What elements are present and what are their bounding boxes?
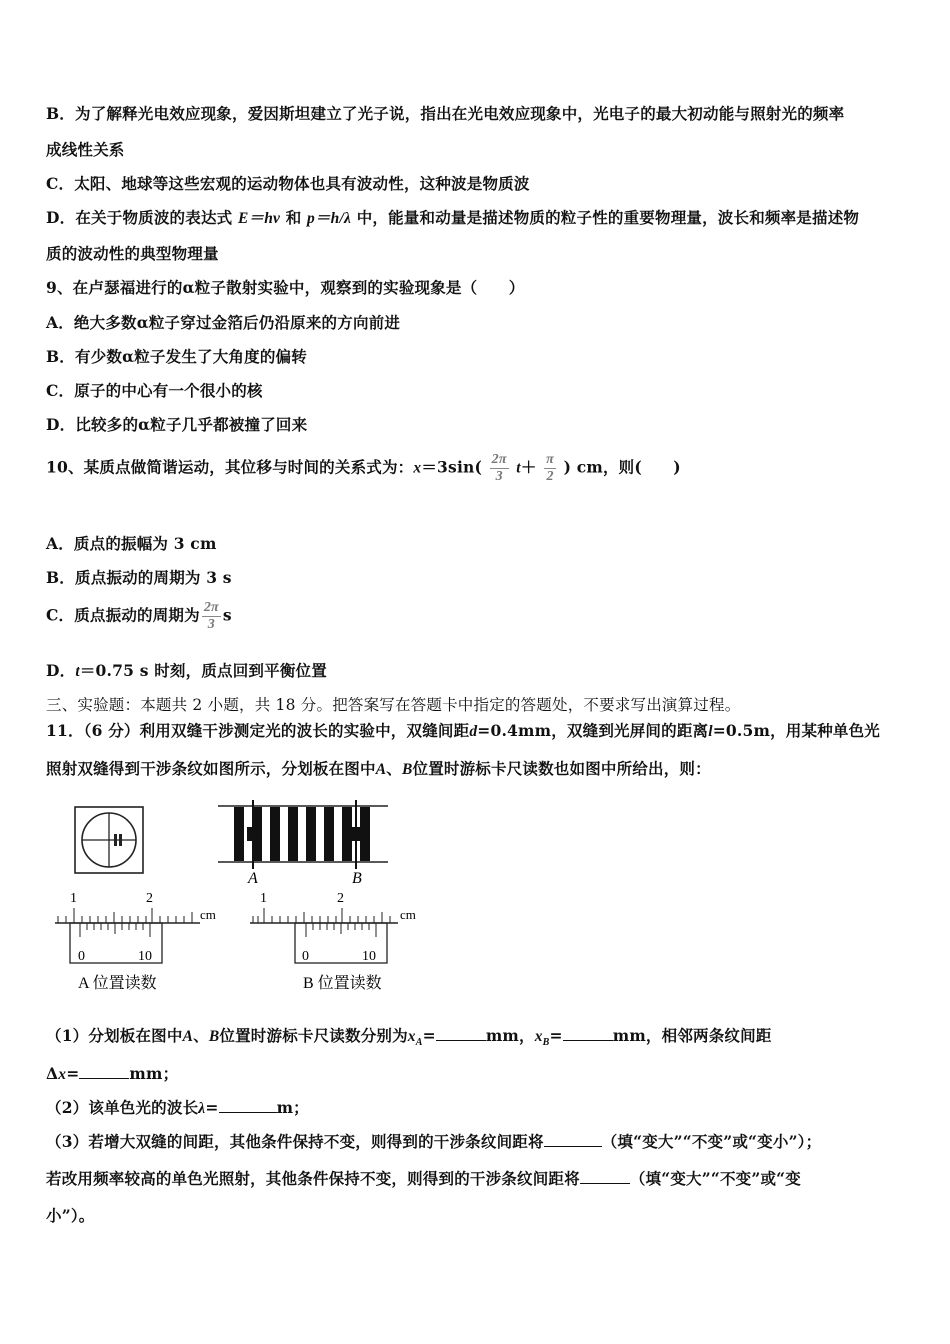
answer-blank-xb[interactable]	[563, 1026, 613, 1041]
q11-part3-pre: （3）若增大双缝的间距，其他条件保持不变，则得到的干涉条纹间距将	[46, 1132, 544, 1151]
q10-option-d	[46, 659, 327, 681]
fringe-label-b: B	[352, 870, 362, 887]
q11-xa-variable: x	[407, 1028, 416, 1045]
q11-part2-pre: （2）该单色光的波长	[46, 1098, 199, 1117]
q11-part3-post: （填“变大”“不变”或“变小”）；	[601, 1132, 822, 1151]
caliper-b-tick-1: 1	[260, 891, 267, 906]
q11-a-variable: A	[375, 761, 387, 778]
q11-delta: Δ	[46, 1064, 59, 1083]
q11-xa-subscript: A	[415, 1037, 423, 1049]
q11-part3-line2	[46, 1167, 801, 1189]
caliper-b-tick-2: 2	[337, 891, 344, 906]
q10-fraction-2pi-3	[490, 452, 509, 485]
q11-l-variable: l	[708, 723, 713, 740]
caliper-a-unit: cm	[200, 907, 216, 922]
q10-option-c-fraction	[202, 600, 221, 633]
q8-option-d-line2: 质的波动性的典型物理量	[46, 244, 219, 263]
q11-equals-1: =	[422, 1026, 436, 1045]
q11-part1-dx	[46, 1062, 178, 1084]
q8-option-d-line1	[46, 206, 859, 228]
answer-blank-lambda[interactable]	[219, 1098, 277, 1113]
q11-part2-post: m；	[276, 1098, 309, 1117]
q10-stem-post: ) cm，则( )	[563, 457, 681, 477]
q9-option-d: D．比较多的α粒子几乎都被撞了回来	[46, 415, 308, 434]
q10-option-c	[46, 600, 232, 633]
q11-equals-2: =	[549, 1026, 563, 1045]
q9-option-b: B．有少数α粒子发生了大角度的偏转	[46, 347, 307, 366]
q11-part1-b: B	[208, 1028, 220, 1045]
q11-part2	[46, 1096, 309, 1118]
q11-part1	[46, 1024, 772, 1048]
section3-heading: 三、实验题：本题共 2 小题，共 18 分。把答案写在答题卡中指定的答题处，不要求写出演算过程。	[46, 696, 741, 714]
q11-dx-post: mm；	[129, 1064, 179, 1083]
q10-optc-denominator: 3	[207, 617, 215, 632]
caliper-a-main-ticks	[58, 908, 192, 923]
q10-frac1-numerator: 2π	[491, 452, 507, 467]
q9-stem: 9、在卢瑟福进行的α粒子散射实验中，观察到的实验现象是（ ）	[46, 278, 525, 297]
q9-option-c: C．原子的中心有一个很小的核	[46, 381, 263, 400]
q11-mm-2: mm，相邻两条纹间距	[612, 1026, 772, 1045]
answer-blank-dx[interactable]	[79, 1064, 129, 1079]
q11-part3b-pre: 若改用频率较高的单色光照射，其他条件保持不变，则得到的干涉条纹间距将	[46, 1169, 580, 1188]
caption-b: B 位置读数	[303, 975, 382, 992]
q11-d-variable: d	[469, 723, 478, 740]
caliper-b-vernier-ticks	[306, 923, 376, 937]
q8-equation-energy: E＝hν	[237, 210, 281, 227]
caliper-b-vernier-0: 0	[302, 949, 309, 964]
q11-dx-variable: x	[58, 1066, 67, 1083]
q11-line1-d: =0.4mm，双缝到光屏间的距离	[477, 721, 709, 740]
q10-option-c-text: C．质点振动的周期为	[46, 605, 200, 625]
q10-option-d-t: t	[75, 663, 80, 680]
q10-frac2-denominator: 2	[546, 469, 554, 484]
q10-option-d-pre: D．	[46, 661, 76, 680]
q10-fraction-pi-2	[544, 452, 556, 485]
q11-equals-4: =	[205, 1098, 219, 1117]
q11-line2-post: 位置时游标卡尺读数也如图中所给出，则：	[412, 759, 711, 778]
vernier-caliper-b	[250, 891, 416, 964]
q10-frac1-denominator: 3	[495, 469, 503, 484]
q11-part1-a: A	[182, 1028, 194, 1045]
q8-option-d-pre: D．在关于物质波的表达式	[46, 208, 233, 227]
q11-line1-pre: 11．（6 分）利用双缝干涉测定光的波长的实验中，双缝间距	[46, 721, 470, 740]
fringe-label-a: A	[248, 870, 258, 887]
q11-part3-line3: 小”）。	[46, 1206, 95, 1225]
answer-blank-xa[interactable]	[436, 1026, 486, 1041]
q11-line2-pre: 照射双缝得到干涉条纹如图所示，分划板在图中	[46, 759, 376, 778]
q8-option-b-line2: 成线性关系	[46, 140, 125, 159]
caliper-a-vernier-ticks	[80, 923, 150, 937]
q10-option-d-post: ＝0.75 s 时刻，质点回到平衡位置	[79, 661, 327, 680]
caliper-b-vernier-10: 10	[362, 949, 376, 964]
q11-stem-line1	[46, 719, 880, 741]
q10-stem-pre: 10、某质点做简谐运动，其位移与时间的关系式为：	[46, 457, 414, 477]
q11-part1-mid: 位置时游标卡尺读数分别为	[219, 1026, 408, 1045]
caliper-a-tick-2: 2	[146, 891, 153, 906]
answer-blank-spacing-2[interactable]	[580, 1169, 630, 1184]
q11-part1-pre: （1）分划板在图中	[46, 1026, 183, 1045]
q11-stem-line2	[46, 757, 711, 779]
q11-b-variable: B	[401, 761, 413, 778]
q9-option-a: A．绝大多数α粒子穿过金箔后仍沿原来的方向前进	[46, 313, 401, 332]
q8-and: 和	[285, 208, 302, 227]
q10-optc-numerator: 2π	[203, 600, 219, 615]
caliper-a-vernier-10: 10	[138, 949, 152, 964]
interference-fringes	[218, 800, 388, 869]
caliper-b-unit: cm	[400, 907, 416, 922]
answer-blank-spacing-1[interactable]	[544, 1132, 602, 1147]
q8-option-d-post: 中，能量和动量是描述物质的粒子性的重要物理量，波长和频率是描述物	[356, 208, 860, 227]
q11-lambda: λ	[198, 1100, 206, 1117]
q10-equation-mid: ＝3sin(	[421, 457, 483, 477]
caption-a: A 位置读数	[78, 975, 157, 992]
vernier-caliper-a	[55, 891, 216, 964]
q11-line1-l: =0.5m，用某种单色光	[712, 721, 881, 740]
q11-equals-3: =	[66, 1064, 80, 1083]
q11-xb-variable: x	[534, 1028, 543, 1045]
q11-mm-1: mm，	[485, 1026, 535, 1045]
q10-plus: ＋	[520, 457, 537, 477]
q11-xb-subscript: B	[542, 1037, 550, 1049]
q10-frac2-numerator: π	[546, 452, 554, 467]
q8-option-c: C．太阳、地球等这些宏观的运动物体也具有波动性，这种波是物质波	[46, 174, 530, 193]
q10-option-a: A．质点的振幅为 3 cm	[46, 534, 217, 553]
q10-option-b: B．质点振动的周期为 3 s	[46, 568, 232, 587]
q10-stem	[46, 452, 681, 485]
q11-part3b-post: （填“变大”“不变”或“变	[629, 1169, 801, 1188]
q11-part3-line1	[46, 1130, 821, 1152]
q8-option-b-line1: B．为了解释光电效应现象，爱因斯坦建立了光子说，指出在光电效应现象中，光电子的最大初动能与照射光的频率	[46, 104, 845, 123]
q11-figure	[40, 795, 440, 1000]
q10-option-c-unit: s	[222, 605, 232, 625]
caliper-a-vernier-0: 0	[78, 949, 85, 964]
q8-equation-momentum: p＝h/λ	[307, 210, 352, 227]
q11-separator: 、	[386, 759, 402, 778]
caliper-b-main-ticks	[253, 908, 390, 923]
q10-t-variable: t	[516, 459, 521, 477]
q11-part1-sep: 、	[193, 1026, 209, 1045]
reticle-icon	[75, 807, 143, 873]
q10-x-variable: x	[413, 459, 422, 477]
caliper-a-tick-1: 1	[70, 891, 77, 906]
